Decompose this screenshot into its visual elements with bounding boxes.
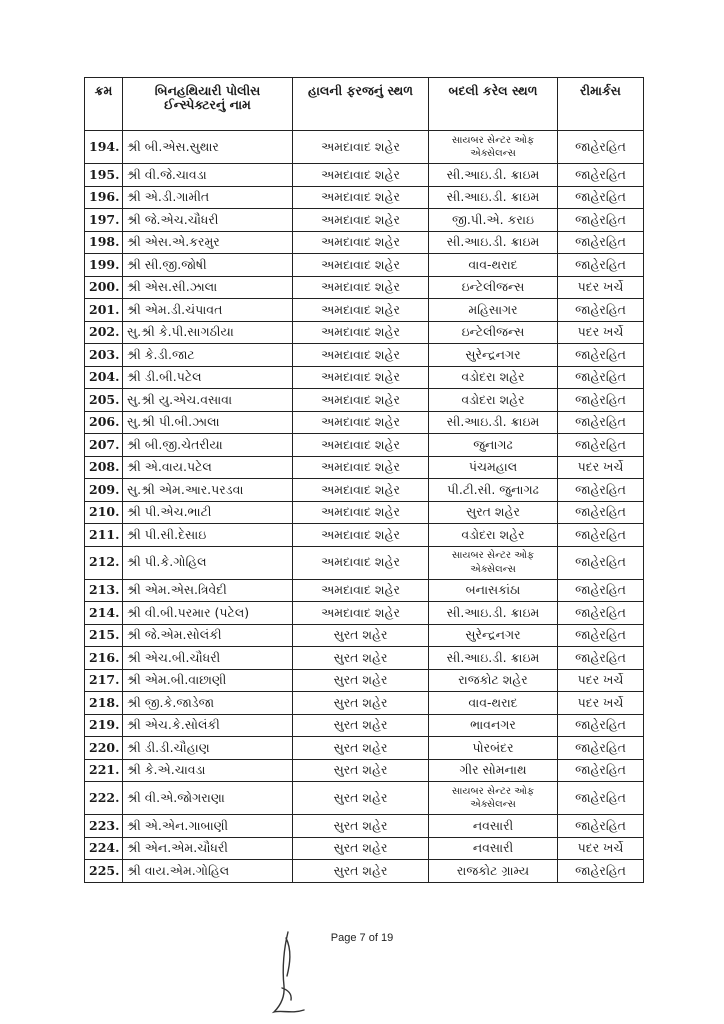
cell-transfer-post: ભાવનગર bbox=[429, 714, 558, 737]
cell-transfer-post: ઇન્ટેલીજન્સ bbox=[429, 276, 558, 299]
cell-remark: જાહેરહિત bbox=[558, 186, 644, 209]
cell-transfer-post: સી.આઇ.ડી. ક્રાઇમ bbox=[429, 647, 558, 670]
cell-current-post: સુરત શહેર bbox=[293, 837, 429, 860]
cell-remark: જાહેરહિત bbox=[558, 602, 644, 625]
cell-remark: જાહેરહિત bbox=[558, 546, 644, 579]
table-row bbox=[85, 692, 644, 715]
table-row bbox=[85, 456, 644, 479]
cell-remark: જાહેરહિત bbox=[558, 759, 644, 782]
cell-remark: જાહેરહિત bbox=[558, 231, 644, 254]
cell-remark: પદર ખર્ચે bbox=[558, 669, 644, 692]
cell-serial-no: 208. bbox=[85, 456, 123, 479]
cell-current-post: અમદાવાદ શહેર bbox=[293, 299, 429, 322]
header-inspector-name: બિનહથિયારી પોલીસ ઈન્સ્પેક્ટરનું નામ bbox=[123, 78, 293, 131]
cell-remark: જાહેરહિત bbox=[558, 714, 644, 737]
cell-remark: જાહેરહિત bbox=[558, 209, 644, 232]
cell-current-post: સુરત શહેર bbox=[293, 692, 429, 715]
cell-remark: પદર ખર્ચે bbox=[558, 692, 644, 715]
cell-transfer-post: સાયબર સેન્ટર ઓફ એક્સેલન્સ bbox=[429, 782, 558, 815]
cell-inspector-name: શ્રી એચ.કે.સોલંકી bbox=[123, 714, 293, 737]
cell-remark: જાહેરહિત bbox=[558, 624, 644, 647]
table-row bbox=[85, 714, 644, 737]
cell-inspector-name: શ્રી એન.એમ.ચૌધરી bbox=[123, 837, 293, 860]
cell-serial-no: 205. bbox=[85, 389, 123, 412]
cell-serial-no: 195. bbox=[85, 164, 123, 187]
transfer-table bbox=[84, 77, 644, 883]
cell-current-post: અમદાવાદ શહેર bbox=[293, 389, 429, 412]
cell-current-post: અમદાવાદ શહેર bbox=[293, 602, 429, 625]
cell-serial-no: 225. bbox=[85, 860, 123, 883]
table-row bbox=[85, 411, 644, 434]
cell-transfer-post: પી.ટી.સી. જુનાગઢ bbox=[429, 479, 558, 502]
cell-serial-no: 212. bbox=[85, 546, 123, 579]
cell-inspector-name: શ્રી વાય.એમ.ગોહિલ bbox=[123, 860, 293, 883]
cell-serial-no: 220. bbox=[85, 737, 123, 760]
cell-transfer-post: વડોદરા શહેર bbox=[429, 524, 558, 547]
table-row bbox=[85, 209, 644, 232]
cell-transfer-post: સુરેન્દ્રનગર bbox=[429, 344, 558, 367]
cell-current-post: અમદાવાદ શહેર bbox=[293, 524, 429, 547]
table-row bbox=[85, 131, 644, 164]
cell-serial-no: 213. bbox=[85, 579, 123, 602]
cell-current-post: અમદાવાદ શહેર bbox=[293, 479, 429, 502]
cell-remark: પદર ખર્ચે bbox=[558, 837, 644, 860]
cell-inspector-name: શ્રી એમ.ડી.ચંપાવત bbox=[123, 299, 293, 322]
cell-current-post: અમદાવાદ શહેર bbox=[293, 579, 429, 602]
cell-serial-no: 217. bbox=[85, 669, 123, 692]
cell-current-post: સુરત શહેર bbox=[293, 860, 429, 883]
cell-inspector-name: શ્રી જે.એચ.ચૌધરી bbox=[123, 209, 293, 232]
cell-serial-no: 194. bbox=[85, 131, 123, 164]
table-row bbox=[85, 546, 644, 579]
table-row bbox=[85, 579, 644, 602]
cell-serial-no: 214. bbox=[85, 602, 123, 625]
cell-inspector-name: શ્રી એ.એન.ગાબાણી bbox=[123, 815, 293, 838]
cell-transfer-post: સી.આઇ.ડી. ક્રાઇમ bbox=[429, 602, 558, 625]
cell-transfer-post: વાવ-થરાદ bbox=[429, 692, 558, 715]
cell-inspector-name: શ્રી પી.કે.ગોહિલ bbox=[123, 546, 293, 579]
cell-remark: જાહેરહિત bbox=[558, 479, 644, 502]
cell-serial-no: 223. bbox=[85, 815, 123, 838]
cell-inspector-name: શ્રી જી.કે.જાડેજા bbox=[123, 692, 293, 715]
cell-transfer-post: જુનાગઢ bbox=[429, 434, 558, 457]
cell-serial-no: 211. bbox=[85, 524, 123, 547]
cell-inspector-name: શ્રી બી.એસ.સુથાર bbox=[123, 131, 293, 164]
cell-current-post: અમદાવાદ શહેર bbox=[293, 366, 429, 389]
cell-transfer-post: સી.આઇ.ડી. ક્રાઇમ bbox=[429, 186, 558, 209]
cell-remark: પદર ખર્ચે bbox=[558, 276, 644, 299]
cell-inspector-name: શ્રી એ.ડી.ગામીત bbox=[123, 186, 293, 209]
table-row bbox=[85, 602, 644, 625]
cell-current-post: અમદાવાદ શહેર bbox=[293, 434, 429, 457]
cell-inspector-name: સુ.શ્રી એમ.આર.પરડવા bbox=[123, 479, 293, 502]
cell-serial-no: 219. bbox=[85, 714, 123, 737]
cell-transfer-post: ઇન્ટેલીજન્સ bbox=[429, 321, 558, 344]
cell-current-post: અમદાવાદ શહેર bbox=[293, 456, 429, 479]
cell-transfer-post: સુરેન્દ્રનગર bbox=[429, 624, 558, 647]
cell-current-post: સુરત શહેર bbox=[293, 669, 429, 692]
table-row bbox=[85, 299, 644, 322]
cell-current-post: સુરત શહેર bbox=[293, 624, 429, 647]
cell-serial-no: 210. bbox=[85, 501, 123, 524]
cell-serial-no: 221. bbox=[85, 759, 123, 782]
cell-inspector-name: સુ.શ્રી યુ.એચ.વસાવા bbox=[123, 389, 293, 412]
cell-inspector-name: શ્રી કે.ડી.જાટ bbox=[123, 344, 293, 367]
cell-remark: જાહેરહિત bbox=[558, 366, 644, 389]
cell-transfer-post: નવસારી bbox=[429, 837, 558, 860]
cell-transfer-post: જી.પી.એ. કરાઇ bbox=[429, 209, 558, 232]
table-header-row bbox=[85, 78, 644, 131]
cell-remark: જાહેરહિત bbox=[558, 344, 644, 367]
cell-current-post: અમદાવાદ શહેર bbox=[293, 501, 429, 524]
cell-current-post: અમદાવાદ શહેર bbox=[293, 276, 429, 299]
table-row bbox=[85, 164, 644, 187]
cell-serial-no: 201. bbox=[85, 299, 123, 322]
table-body bbox=[85, 131, 644, 883]
cell-transfer-post: રાજકોટ ગ્રામ્ય bbox=[429, 860, 558, 883]
cell-current-post: અમદાવાદ શહેર bbox=[293, 344, 429, 367]
cell-remark: પદર ખર્ચે bbox=[558, 456, 644, 479]
cell-transfer-post: સાયબર સેન્ટર ઓફ એક્સેલન્સ bbox=[429, 131, 558, 164]
table-row bbox=[85, 837, 644, 860]
cell-remark: જાહેરહિત bbox=[558, 254, 644, 277]
header-remarks: રીમાર્કસ bbox=[558, 78, 644, 131]
cell-current-post: અમદાવાદ શહેર bbox=[293, 209, 429, 232]
table-row bbox=[85, 669, 644, 692]
cell-transfer-post: વાવ-થરાદ bbox=[429, 254, 558, 277]
cell-inspector-name: શ્રી વી.બી.પરમાર (પટેલ) bbox=[123, 602, 293, 625]
page-number: Page 7 of 19 bbox=[330, 932, 394, 944]
cell-serial-no: 218. bbox=[85, 692, 123, 715]
cell-inspector-name: સુ.શ્રી પી.બી.ઝાલા bbox=[123, 411, 293, 434]
table-row bbox=[85, 231, 644, 254]
cell-current-post: અમદાવાદ શહેર bbox=[293, 131, 429, 164]
table-row bbox=[85, 254, 644, 277]
cell-transfer-post: વડોદરા શહેર bbox=[429, 366, 558, 389]
cell-serial-no: 222. bbox=[85, 782, 123, 815]
cell-remark: જાહેરહિત bbox=[558, 434, 644, 457]
cell-transfer-post: સી.આઇ.ડી. ક્રાઇમ bbox=[429, 411, 558, 434]
cell-serial-no: 216. bbox=[85, 647, 123, 670]
table-row bbox=[85, 321, 644, 344]
cell-inspector-name: શ્રી એસ.સી.ઝાલા bbox=[123, 276, 293, 299]
table-row bbox=[85, 782, 644, 815]
cell-inspector-name: શ્રી ડી.બી.પટેલ bbox=[123, 366, 293, 389]
cell-inspector-name: શ્રી એચ.બી.ચૌધરી bbox=[123, 647, 293, 670]
table-row bbox=[85, 815, 644, 838]
cell-transfer-post: મહિસાગર bbox=[429, 299, 558, 322]
cell-serial-no: 206. bbox=[85, 411, 123, 434]
cell-serial-no: 196. bbox=[85, 186, 123, 209]
cell-current-post: અમદાવાદ શહેર bbox=[293, 411, 429, 434]
cell-serial-no: 202. bbox=[85, 321, 123, 344]
cell-remark: જાહેરહિત bbox=[558, 501, 644, 524]
table-row bbox=[85, 389, 644, 412]
cell-inspector-name: શ્રી બી.જી.ચેતરીયા bbox=[123, 434, 293, 457]
cell-serial-no: 197. bbox=[85, 209, 123, 232]
cell-inspector-name: શ્રી વી.જે.ચાવડા bbox=[123, 164, 293, 187]
cell-inspector-name: શ્રી સી.જી.જોષી bbox=[123, 254, 293, 277]
cell-current-post: સુરત શહેર bbox=[293, 815, 429, 838]
table-row bbox=[85, 186, 644, 209]
table-row bbox=[85, 647, 644, 670]
cell-current-post: અમદાવાદ શહેર bbox=[293, 321, 429, 344]
cell-current-post: અમદાવાદ શહેર bbox=[293, 186, 429, 209]
cell-serial-no: 207. bbox=[85, 434, 123, 457]
header-serial-no: ક્રમ bbox=[85, 78, 123, 131]
header-current-post: હાલની ફરજનું સ્થળ bbox=[293, 78, 429, 131]
cell-current-post: સુરત શહેર bbox=[293, 759, 429, 782]
cell-remark: જાહેરહિત bbox=[558, 579, 644, 602]
cell-inspector-name: શ્રી વી.એ.જોગરાણા bbox=[123, 782, 293, 815]
cell-transfer-post: બનાસકાંઠા bbox=[429, 579, 558, 602]
cell-current-post: સુરત શહેર bbox=[293, 647, 429, 670]
cell-serial-no: 203. bbox=[85, 344, 123, 367]
cell-remark: જાહેરહિત bbox=[558, 299, 644, 322]
cell-transfer-post: સુરત શહેર bbox=[429, 501, 558, 524]
cell-serial-no: 204. bbox=[85, 366, 123, 389]
table-row bbox=[85, 759, 644, 782]
cell-current-post: અમદાવાદ શહેર bbox=[293, 254, 429, 277]
table-row bbox=[85, 501, 644, 524]
cell-serial-no: 198. bbox=[85, 231, 123, 254]
cell-remark: જાહેરહિત bbox=[558, 737, 644, 760]
cell-current-post: સુરત શહેર bbox=[293, 737, 429, 760]
cell-remark: જાહેરહિત bbox=[558, 860, 644, 883]
table-row bbox=[85, 344, 644, 367]
cell-current-post: અમદાવાદ શહેર bbox=[293, 546, 429, 579]
cell-inspector-name: શ્રી જે.એમ.સોલંકી bbox=[123, 624, 293, 647]
cell-remark: જાહેરહિત bbox=[558, 815, 644, 838]
cell-inspector-name: શ્રી પી.એચ.ભાટી bbox=[123, 501, 293, 524]
cell-current-post: સુરત શહેર bbox=[293, 782, 429, 815]
cell-remark: જાહેરહિત bbox=[558, 389, 644, 412]
cell-transfer-post: સી.આઇ.ડી. ક્રાઇમ bbox=[429, 164, 558, 187]
cell-transfer-post: પંચમહાલ bbox=[429, 456, 558, 479]
cell-transfer-post: ગીર સોમનાથ bbox=[429, 759, 558, 782]
cell-inspector-name: શ્રી એમ.એસ.ત્રિવેદી bbox=[123, 579, 293, 602]
cell-transfer-post: પોરબંદર bbox=[429, 737, 558, 760]
cell-remark: જાહેરહિત bbox=[558, 524, 644, 547]
cell-serial-no: 215. bbox=[85, 624, 123, 647]
cell-serial-no: 209. bbox=[85, 479, 123, 502]
cell-transfer-post: વડોદરા શહેર bbox=[429, 389, 558, 412]
cell-transfer-post: સાયબર સેન્ટર ઓફ એક્સેલન્સ bbox=[429, 546, 558, 579]
header-transfer-post: બદલી કરેલ સ્થળ bbox=[429, 78, 558, 131]
table-row bbox=[85, 860, 644, 883]
cell-remark: જાહેરહિત bbox=[558, 411, 644, 434]
cell-transfer-post: રાજકોટ શહેર bbox=[429, 669, 558, 692]
cell-inspector-name: શ્રી એ.વાય.પટેલ bbox=[123, 456, 293, 479]
table-row bbox=[85, 524, 644, 547]
cell-serial-no: 200. bbox=[85, 276, 123, 299]
cell-inspector-name: શ્રી ડી.ડી.ચૌહાણ bbox=[123, 737, 293, 760]
cell-transfer-post: સી.આઇ.ડી. ક્રાઇમ bbox=[429, 231, 558, 254]
cell-remark: જાહેરહિત bbox=[558, 647, 644, 670]
table-row bbox=[85, 624, 644, 647]
cell-serial-no: 199. bbox=[85, 254, 123, 277]
table-row bbox=[85, 366, 644, 389]
cell-transfer-post: નવસારી bbox=[429, 815, 558, 838]
cell-remark: જાહેરહિત bbox=[558, 164, 644, 187]
table-row bbox=[85, 737, 644, 760]
cell-inspector-name: શ્રી કે.એ.ચાવડા bbox=[123, 759, 293, 782]
cell-remark: પદર ખર્ચે bbox=[558, 321, 644, 344]
table-row bbox=[85, 434, 644, 457]
cell-inspector-name: શ્રી એસ.એ.કરમુર bbox=[123, 231, 293, 254]
cell-remark: જાહેરહિત bbox=[558, 782, 644, 815]
cell-inspector-name: શ્રી એમ.બી.વાછાણી bbox=[123, 669, 293, 692]
cell-inspector-name: સુ.શ્રી કે.પી.સાગઠીયા bbox=[123, 321, 293, 344]
cell-inspector-name: શ્રી પી.સી.દેસાઇ bbox=[123, 524, 293, 547]
cell-current-post: અમદાવાદ શહેર bbox=[293, 164, 429, 187]
cell-current-post: અમદાવાદ શહેર bbox=[293, 231, 429, 254]
cell-serial-no: 224. bbox=[85, 837, 123, 860]
cell-current-post: સુરત શહેર bbox=[293, 714, 429, 737]
table-row bbox=[85, 479, 644, 502]
cell-remark: જાહેરહિત bbox=[558, 131, 644, 164]
table-row bbox=[85, 276, 644, 299]
